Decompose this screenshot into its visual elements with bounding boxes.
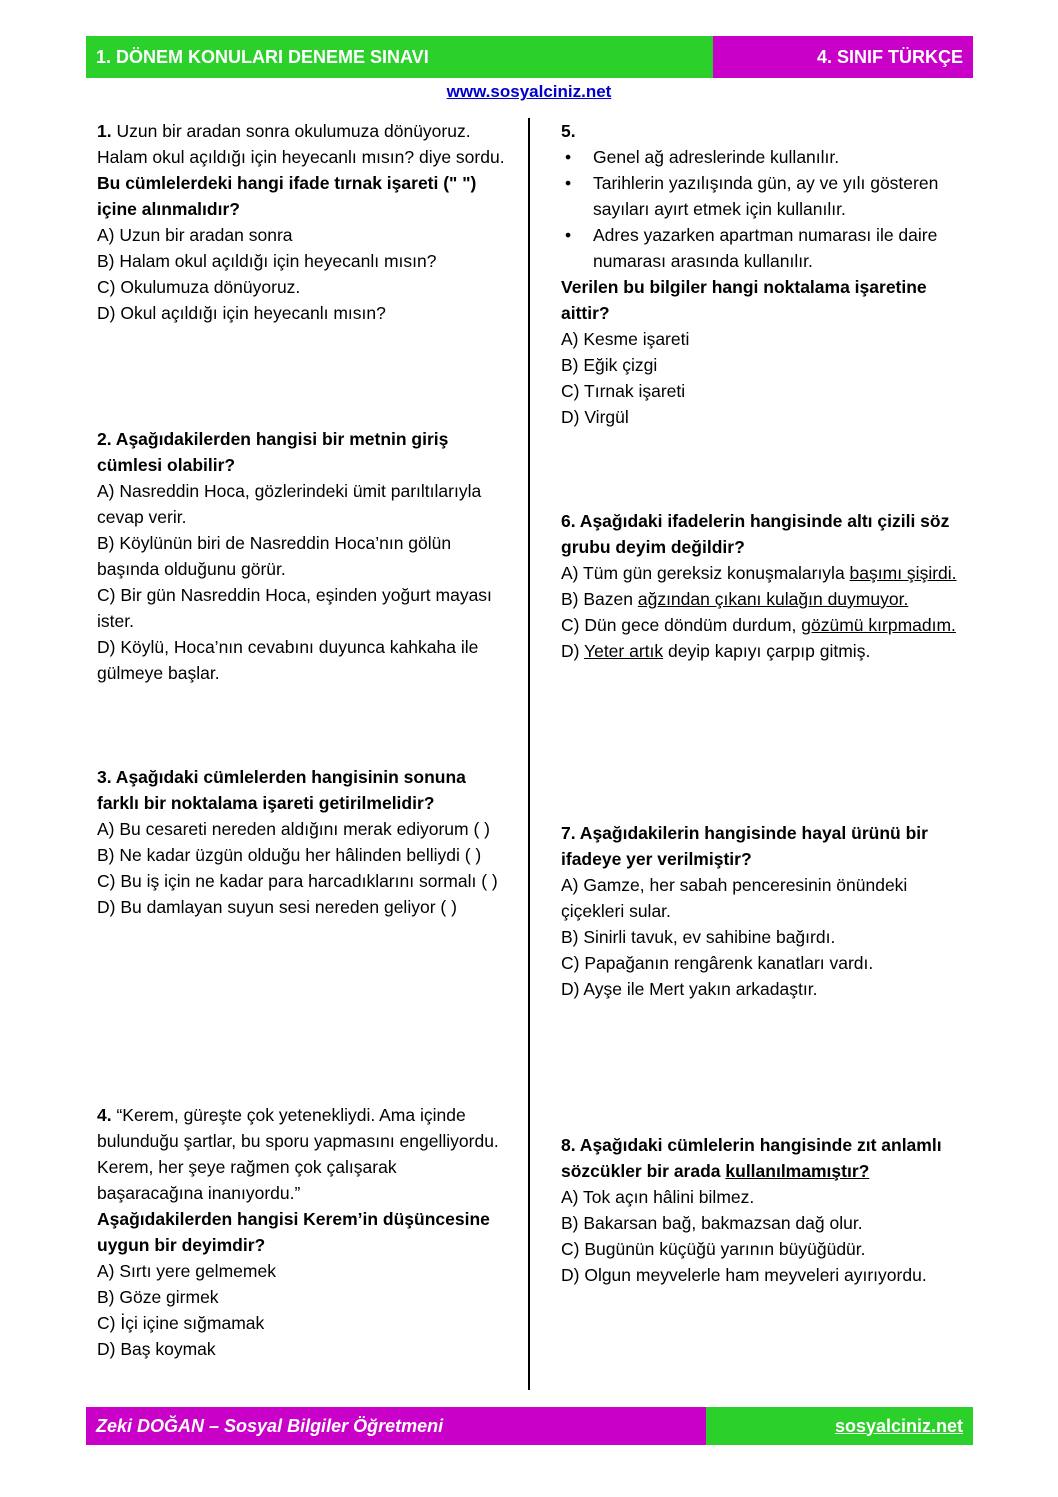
question-6	[561, 508, 961, 664]
question-number: 4.	[97, 1105, 112, 1125]
info-list	[561, 144, 961, 274]
column-divider	[528, 118, 530, 1390]
question-prompt: Verilen bu bilgiler hangi noktalama işaretine aittir?	[561, 277, 927, 323]
option-c[interactable]: C) İçi içine sığmamak	[97, 1313, 265, 1333]
option-a[interactable]: A) Gamze, her sabah penceresinin önündeki çiçekleri sular.	[561, 875, 908, 921]
underlined-phrase: gözümü kırpmadım.	[801, 615, 956, 635]
question-prompt: 3. Aşağıdaki cümlelerden hangisinin sonuna farklı bir noktalama işareti getirilmelidir?	[97, 767, 466, 813]
question-7	[561, 820, 961, 1002]
option-a[interactable]: A) Sırtı yere gelmemek	[97, 1261, 276, 1281]
option-d[interactable]: D) Ayşe ile Mert yakın arkadaştır.	[561, 979, 818, 999]
option-d[interactable]: D) Bu damlayan suyun sesi nereden geliyor ( )	[97, 897, 457, 917]
option-b[interactable]: B) Göze girmek	[97, 1287, 219, 1307]
question-prompt: 6. Aşağıdaki ifadelerin hangisinde altı çizili söz grubu deyim değildir?	[561, 511, 950, 557]
underlined-phrase: ağzından çıkanı kulağın duymuyor.	[637, 589, 909, 609]
option-c[interactable]: C) Bir gün Nasreddin Hoca, eşinden yoğurt mayası ister.	[97, 585, 492, 631]
option-d[interactable]	[561, 638, 961, 664]
info-item: • Adres yazarken apartman numarası ile daire numarası arasında kullanılır.	[561, 222, 961, 274]
option-b[interactable]: B) Ne kadar üzgün olduğu her hâlinden belliydi ( )	[97, 845, 482, 865]
header-bar	[86, 36, 973, 78]
option-b[interactable]: B) Halam okul açıldığı için heyecanlı mısın?	[97, 251, 437, 271]
subject-label: 4. SINIF TÜRKÇE	[713, 36, 973, 78]
option-d[interactable]: D) Baş koymak	[97, 1339, 216, 1359]
question-prompt: 2. Aşağıdakilerden hangisi bir metnin giriş cümlesi olabilir?	[97, 429, 449, 475]
underlined-phrase: Yeter artık	[584, 641, 664, 661]
option-c[interactable]: C) Okulumuza dönüyoruz.	[97, 277, 301, 297]
question-prompt	[561, 1132, 961, 1184]
option-text: D)	[561, 641, 585, 661]
option-d[interactable]: D) Okul açıldığı için heyecanlı mısın?	[97, 303, 386, 323]
question-1	[97, 118, 507, 326]
prompt-text: 8. Aşağıdaki cümlelerin hangisinde zıt anlamlı sözcükler bir arada	[561, 1135, 942, 1181]
option-c[interactable]: C) Tırnak işareti	[561, 381, 686, 401]
question-8	[561, 1132, 961, 1288]
option-b[interactable]: B) Sinirli tavuk, ev sahibine bağırdı.	[561, 927, 836, 947]
option-a[interactable]	[561, 560, 961, 586]
author-label: Zeki DOĞAN – Sosyal Bilgiler Öğretmeni	[86, 1407, 706, 1445]
option-text: deyip kapıyı çarpıp gitmiş.	[663, 641, 871, 661]
option-a[interactable]: A) Nasreddin Hoca, gözlerindeki ümit parıltılarıyla cevap verir.	[97, 481, 482, 527]
question-3	[97, 764, 507, 920]
question-prompt: Bu cümlelerdeki hangi ifade tırnak işareti (" ") içine alınmalıdır?	[97, 173, 477, 219]
option-a[interactable]: A) Tok açın hâlini bilmez.	[561, 1187, 755, 1207]
info-item: • Tarihlerin yazılışında gün, ay ve yılı gösteren sayıları ayırt etmek için kullanılır.	[561, 170, 961, 222]
info-item: • Genel ağ adreslerinde kullanılır.	[561, 144, 961, 170]
option-a[interactable]: A) Bu cesareti nereden aldığını merak ediyorum ( )	[97, 819, 490, 839]
option-c[interactable]: C) Papağanın rengârenk kanatları vardı.	[561, 953, 874, 973]
option-c[interactable]: C) Bugünün küçüğü yarının büyüğüdür.	[561, 1239, 866, 1259]
option-c[interactable]	[561, 612, 961, 638]
option-b[interactable]: B) Köylünün biri de Nasreddin Hoca’nın gölün başında olduğunu görür.	[97, 533, 452, 579]
option-b[interactable]: B) Bakarsan bağ, bakmazsan dağ olur.	[561, 1213, 863, 1233]
question-prompt: 7. Aşağıdakilerin hangisinde hayal ürünü bir ifadeye yer verilmiştir?	[561, 823, 928, 869]
question-number: 5.	[561, 121, 576, 141]
footer-bar	[86, 1407, 973, 1445]
website-link[interactable]: www.sosyalciniz.net	[446, 82, 612, 101]
option-d[interactable]: D) Olgun meyvelerle ham meyveleri ayırıyordu.	[561, 1265, 927, 1285]
underlined-phrase: başımı şişirdi.	[849, 563, 957, 583]
option-text: C) Dün gece döndüm durdum,	[561, 615, 802, 635]
question-number: 1.	[97, 121, 112, 141]
option-d[interactable]: D) Köylü, Hoca’nın cevabını duyunca kahkaha ile gülmeye başlar.	[97, 637, 479, 683]
question-text: “Kerem, güreşte çok yetenekliydi. Ama içinde bulunduğu şartlar, bu sporu yapmasını engelliyordu. Kerem, her şeye rağmen çok çalışarak başaracağına inanıyordu.”	[97, 1105, 499, 1203]
footer-site-link[interactable]: sosyalciniz.net	[706, 1407, 973, 1445]
question-4	[97, 1102, 507, 1362]
option-b[interactable]: B) Eğik çizgi	[561, 355, 658, 375]
option-text: A) Tüm gün gereksiz konuşmalarıyla	[561, 563, 850, 583]
option-b[interactable]	[561, 586, 961, 612]
option-a[interactable]: A) Uzun bir aradan sonra	[97, 225, 293, 245]
question-text: Uzun bir aradan sonra okulumuza dönüyoruz. Halam okul açıldığı için heyecanlı mısın? diye sordu.	[97, 121, 505, 167]
option-c[interactable]: C) Bu iş için ne kadar para harcadıklarını sormalı ( )	[97, 871, 498, 891]
question-prompt: Aşağıdakilerden hangisi Kerem’in düşüncesine uygun bir deyimdir?	[97, 1209, 490, 1255]
underlined-word: kullanılmamıştır?	[725, 1161, 870, 1181]
question-2	[97, 426, 507, 686]
option-a[interactable]: A) Kesme işareti	[561, 329, 690, 349]
option-d[interactable]: D) Virgül	[561, 407, 629, 427]
question-5	[561, 118, 961, 430]
option-text: B) Bazen	[561, 589, 638, 609]
exam-title: 1. DÖNEM KONULARI DENEME SINAVI	[86, 36, 713, 78]
